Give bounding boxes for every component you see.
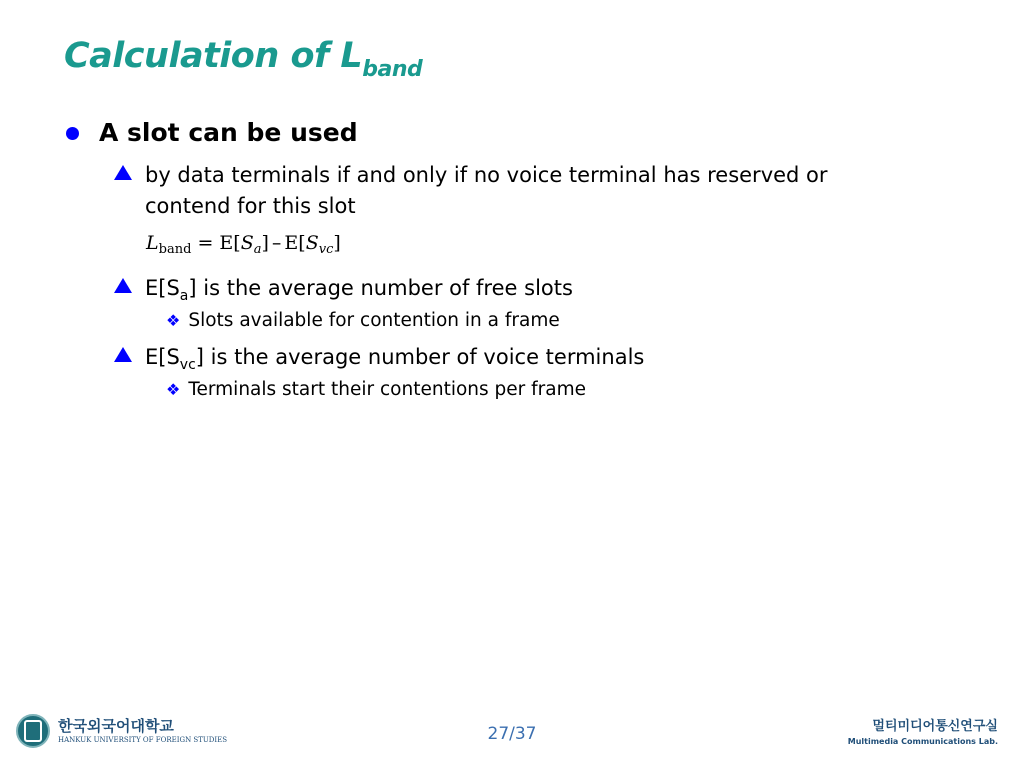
subbullet-voice-terminals <box>114 342 644 381</box>
subbullet-text <box>145 342 644 381</box>
lab-logo <box>848 720 998 746</box>
formula-s1: S <box>240 232 254 254</box>
lab-name-en: Multimedia Communications Lab. <box>847 737 998 746</box>
formula-minus: – <box>271 232 282 254</box>
detail-item-voice-terminals <box>166 379 586 400</box>
subbullet-line-2: contend for this slot <box>145 194 356 218</box>
page-number: 27/37 <box>487 724 537 744</box>
text-post: ] is the average number of free slots <box>188 276 573 300</box>
triangle-bullet-icon <box>114 347 132 362</box>
triangle-bullet-icon <box>114 278 132 293</box>
university-name-kr: 한국외국어대학교 <box>58 716 174 735</box>
diamond-bullet-icon: ❖ <box>166 380 181 399</box>
slide-title <box>64 36 422 82</box>
text-pre: E[S <box>145 276 180 300</box>
bullet-text: A slot can be used <box>99 118 358 147</box>
formula-s2: S <box>305 232 319 254</box>
formula-equals: = <box>191 232 220 254</box>
subbullet-text <box>145 273 573 312</box>
lab-name-kr: 멀티미디어통신연구실 <box>872 719 998 734</box>
formula-lhs-sub: band <box>158 242 192 257</box>
formula-lband <box>146 232 341 257</box>
bullet-item <box>66 118 358 147</box>
subbullet-line-1: by data terminals if and only if no voice terminal has reserved or <box>145 163 828 187</box>
university-name-en: HANKUK UNIVERSITY OF FOREIGN STUDIES <box>58 735 228 744</box>
detail-item-free-slots <box>166 310 560 331</box>
formula-s2-sub: vc <box>318 242 334 257</box>
text-sub: vc <box>179 357 196 373</box>
detail-text: Slots available for contention in a frame <box>188 310 560 331</box>
circle-bullet-icon <box>66 127 79 140</box>
formula-s1-sub: a <box>253 242 262 257</box>
detail-text: Terminals start their contentions per frame <box>188 379 587 400</box>
subbullet-free-slots <box>114 273 573 312</box>
subbullet-text <box>145 160 828 222</box>
triangle-bullet-icon <box>114 165 132 180</box>
diamond-bullet-icon: ❖ <box>166 311 181 330</box>
subbullet-data-terminals <box>114 160 828 222</box>
title-subscript: band <box>362 57 423 82</box>
formula-close2: ] <box>333 232 341 254</box>
formula-lhs: L <box>146 232 159 254</box>
text-pre: E[S <box>145 345 180 369</box>
formula-close1: ] <box>261 232 269 254</box>
text-post: ] is the average number of voice terminals <box>195 345 645 369</box>
text-sub: a <box>179 288 189 304</box>
formula-e1: E[ <box>219 232 241 254</box>
formula-e2: E[ <box>284 232 306 254</box>
title-main: Calculation of L <box>64 36 363 76</box>
